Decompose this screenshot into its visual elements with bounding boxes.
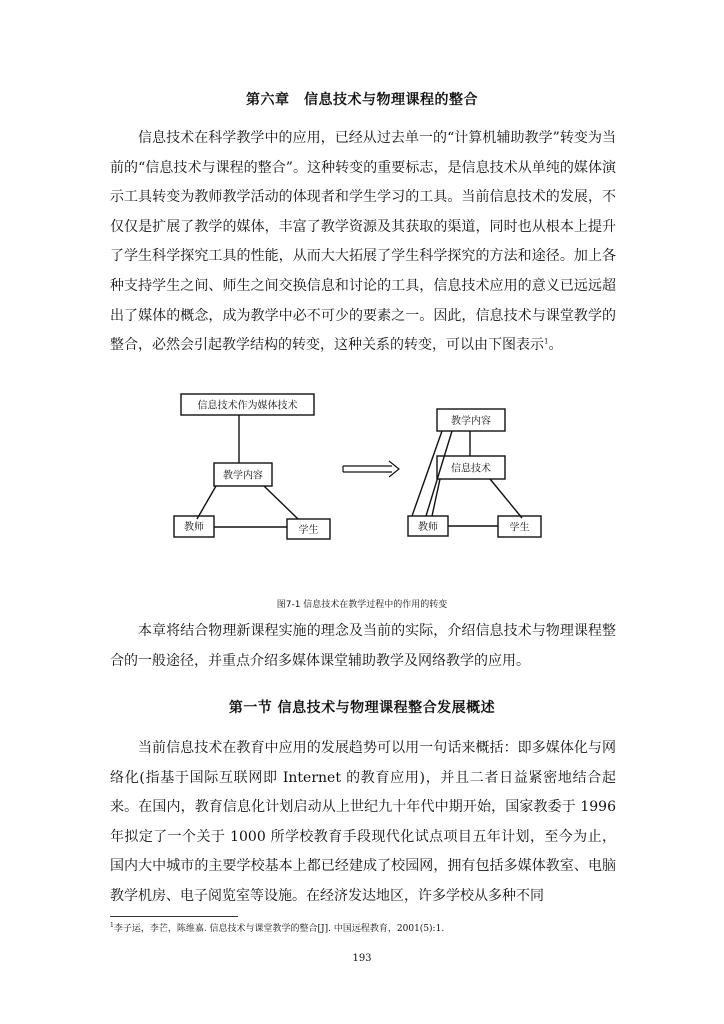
chapter-overview-paragraph: 本章将结合物理新课程实施的理念及当前的实际，介绍信息技术与物理课程整合的一般途径，并重点介绍多媒体课堂辅助教学及网络教学的应用。 [110,623,616,669]
figure-caption: 图7-1 信息技术在教学过程中的作用的转变 [276,600,448,610]
left-content-label: 教学内容 [223,470,263,482]
left-media-label: 信息技术作为媒体技术 [197,400,298,412]
right-connector-student [490,479,522,518]
right-teacher-label: 教师 [418,522,438,533]
right-it-label: 信息技术 [451,463,491,475]
footnote-text: 李子运，李芒，陈维嘉. 信息技术与课堂教学的整合[J]. 中国远程教育，2001(5):1. [113,924,445,934]
trend-paragraph: 当前信息技术在教育中应用的发展趋势可以用一句话来概括：即多媒体化与网络化(指基于国际互联网即 Internet 的教育应用)，并且二者日益紧密地结合起来。在国内，教育信息化计划启动从上世纪九十年代中期开始，国家教委于 1996 年拟定了一个关于 1000 所学校教育手段现代化试点项目五年计划，至今为止，国内大中城市的主要学校基本上都已经建成了校园网，拥有包括多媒体教室、电脑教学机房、电子阅览室等设施。在经济发达地区，许多学校从多种不同 [110,740,616,904]
footnote-marker: 1 [110,922,114,929]
footnote-divider [110,916,238,917]
footnote [110,921,616,934]
intro-paragraph-text: 信息技术在科学教学中的应用，已经从过去单一的“计算机辅助教学”转变为当前的“信息技术与课程的整合”。这种转变的重要标志，是信息技术从单纯的媒体演示工具转变为教师教学活动的体现者和学生学习的工具。当前信息技术的发展，不仅仅是扩展了教学的媒体，丰富了教学资源及其获取的渠道，同时也从根本上提升了学生科学探究工具的性能，从而大大拓展了学生科学探究的方法和途径。加上各种支持学生之间、师生之间交换信息和讨论的工具，信息技术应用的意义已远远超出了媒体的概念，成为教学中必不可少的要素之一。因此，信息技术与课堂教学的整合，必然会引起教学结构的转变，这种关系的转变，可以由下图表示 [110,130,616,354]
intro-paragraph-end: 。 [548,337,563,354]
chapter-title: 第六章 信息技术与物理课程的整合 [246,92,478,108]
left-connector-teacher [197,486,216,519]
left-connector-student [264,486,298,519]
left-diagram [174,394,330,539]
left-teacher-label: 教师 [184,522,204,533]
page-number: 193 [352,953,372,964]
right-content-label: 教学内容 [451,416,491,427]
section-title: 第一节 信息技术与物理课程整合发展概述 [228,700,496,716]
intro-paragraph [110,124,616,361]
teaching-structure-diagram [0,385,724,555]
left-student-label: 学生 [298,525,319,536]
right-student-label: 学生 [509,522,530,534]
transform-arrow-icon [343,461,399,477]
right-connector-left-inner [426,431,452,516]
footnote-reference[interactable]: 1 [544,337,549,346]
